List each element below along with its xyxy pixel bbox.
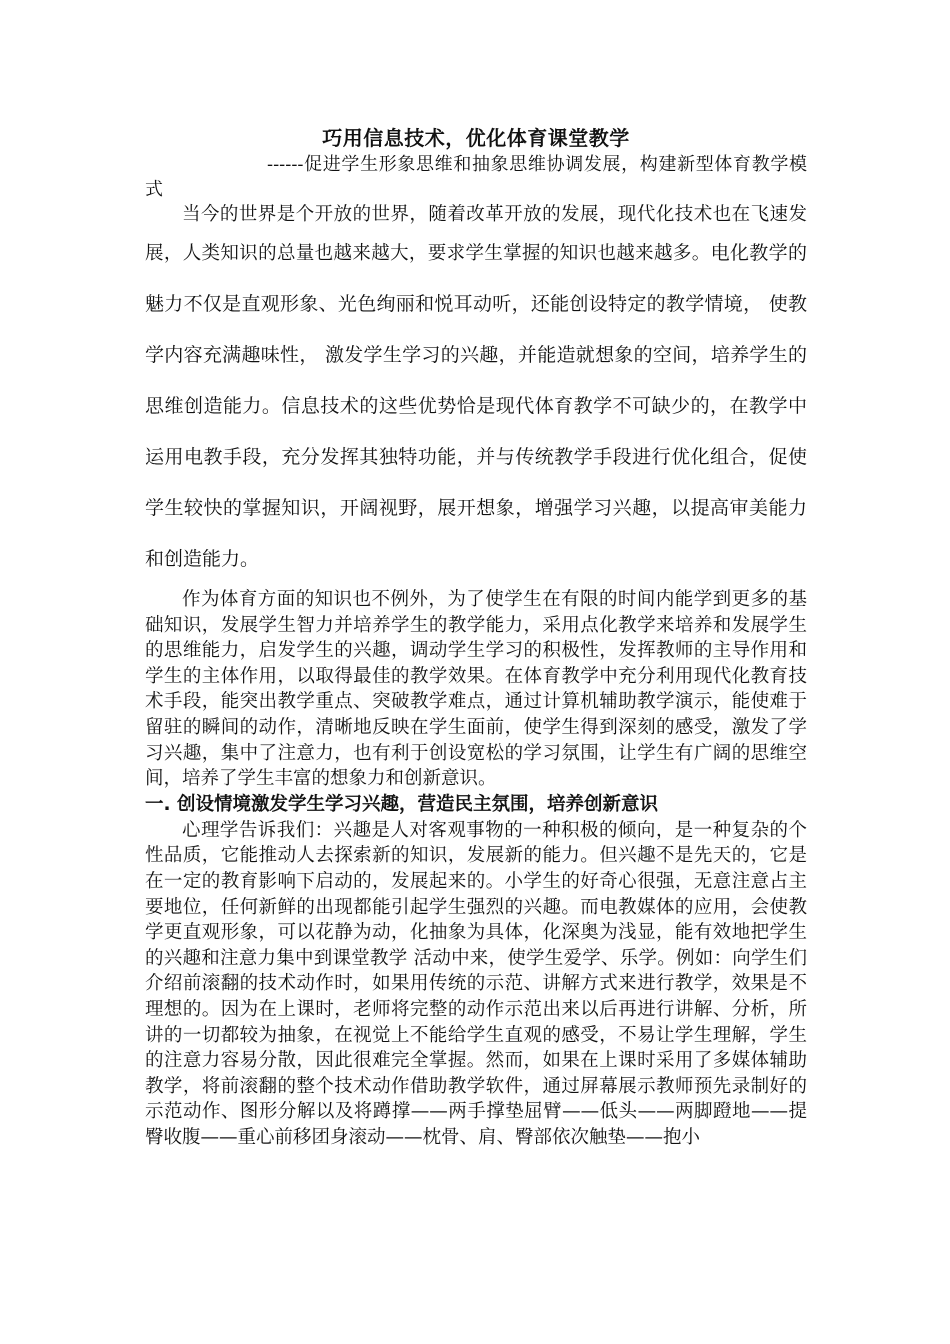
section-heading: 一. 创设情境激发学生学习兴趣，营造民主氛围，培养创新意识 bbox=[145, 793, 658, 815]
section-paragraph: 心理学告诉我们：兴趣是人对客观事物的一种积极的倾向，是一种复杂的个性品质，它能推动人去探索新的知识，发展新的能力。但兴趣不是先天的，它是在一定的教育影响下启动的，发展起来的。小学生的好奇心很强，无意注意占主要地位，任何新鲜的出现都能引起学生强烈的兴趣。而电教媒体的应用，会使教学更直观形象，可以花静为动，化抽象为具体，化深奥为浅显，能有效地把学生的兴趣和注意力集中到课堂教学 活动中来，使学生爱学、乐学。例如：向学生们介绍前滚翻的技术动作时，如果用传统的示范、讲解方式来进行教学，效果是不理想的。因为在上课时，老师将完整的动作示范出来以后再进行讲解、分析，所讲的一切都较为抽象，在视觉上不能给学生直观的感受，不易让学生理解，学生的注意力容易分散，因此很难完全掌握。然而，如果在上课时采用了多媒体辅助教学，将前滚翻的整个技术动作借助教学软件，通过屏幕展示教师预先录制好的示范动作、图形分解以及将蹲撑——两手撑垫屈臂——低头——两脚蹬地——提臀收腹——重心前移团身滚动——枕骨、肩、臀部依次触垫——抱小 bbox=[145, 819, 807, 1148]
intro-paragraph bbox=[145, 202, 807, 585]
intro-lead-text: 当今的世界是个开放的世界，随着改革开放的发展，现代化技术也在飞速发展，人类知识的总量也越来越大，要求学生掌握的知识也越来越多。 bbox=[145, 204, 807, 264]
intro-emphasis-text: 电化教学的魅力不仅是直观形象、光色绚丽和悦耳动听，还能创设特定的教学情境， 使教学内容充满趣味性， 激发学生学习的兴趣，并能造就想象的空间，培养学生的思维创造能力。信息技术的这些优势恰是现代体育教学不可缺少的，在教学中运用电教手段，充分发挥其独特功能，并与传统教学手段进行优化组合，促使学生较快的掌握知识，开阔视野，展开想象，增强学习兴趣，以提高审美能力和创造能力。 bbox=[145, 242, 807, 570]
second-paragraph: 作为体育方面的知识也不例外，为了使学生在有限的时间内能学到更多的基础知识，发展学生智力并培养学生的教学能力，采用点化教学来培养和发展学生的思维能力，启发学生的兴趣，调动学生学习的积极性，发挥教师的主导作用和学生的主体作用，以取得最佳的教学效果。在体育教学中充分利用现代化教育技术手段，能突出教学重点、突破教学难点，通过计算机辅助教学演示，能使难于留驻的瞬间的动作，清晰地反映在学生面前，使学生得到深刻的感受，激发了学习兴趣，集中了注意力，也有利于创设宽松的学习氛围，让学生有广阔的思维空间，培养了学生丰富的想象力和创新意识。 bbox=[145, 589, 807, 790]
document-body bbox=[145, 124, 807, 1150]
document-title: 巧用信息技术，优化体育课堂教学 bbox=[322, 126, 630, 150]
document-subtitle: ------促进学生形象思维和抽象思维协调发展，构建新型体育教学模式 bbox=[145, 154, 807, 200]
